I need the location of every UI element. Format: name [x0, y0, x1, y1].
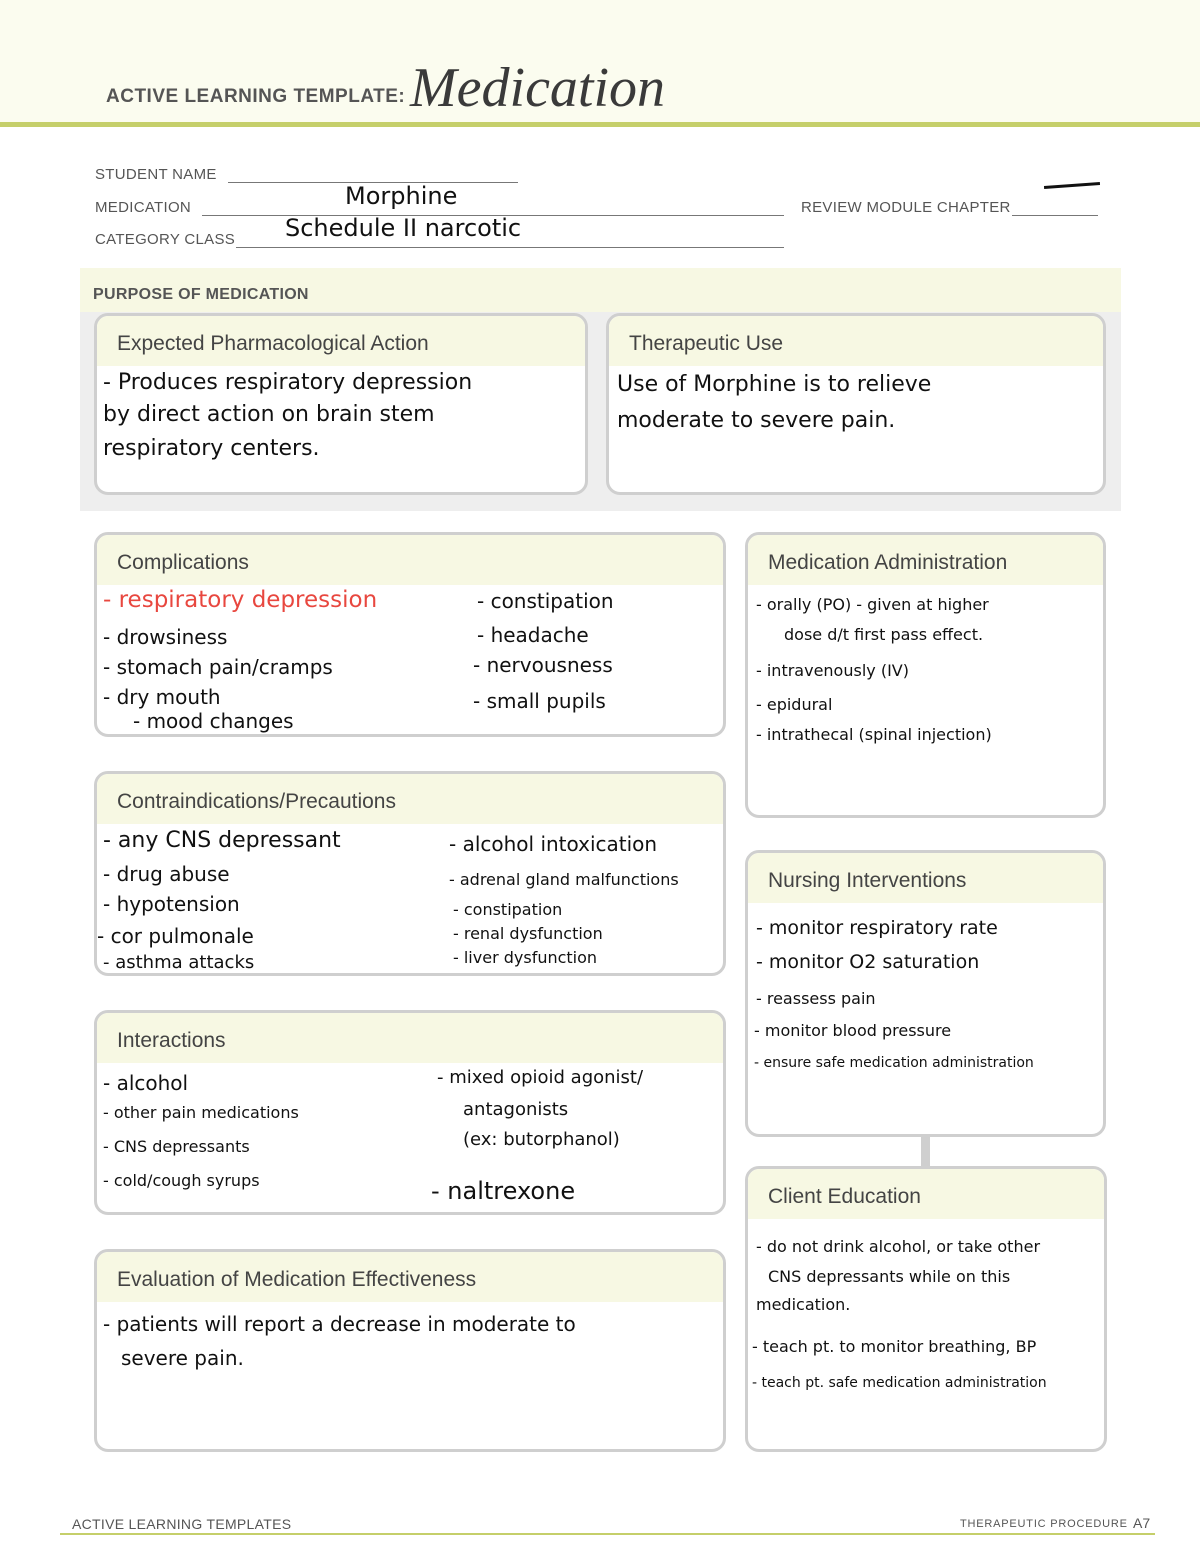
expected-action-line: respiratory centers. [103, 436, 320, 461]
interactions-box [94, 1010, 726, 1215]
footer-right: THERAPEUTIC PROCEDURE [960, 1518, 1128, 1530]
education-line: CNS depressants while on this [768, 1267, 1011, 1286]
administration-title: Medication Administration [748, 535, 1103, 585]
education-line: - teach pt. to monitor breathing, BP [752, 1337, 1037, 1356]
education-title: Client Education [748, 1169, 1104, 1219]
template-label: ACTIVE LEARNING TEMPLATE: [106, 86, 406, 107]
interaction-item: (ex: butorphanol) [463, 1129, 620, 1150]
administration-line: - epidural [756, 695, 833, 714]
student-name-label: STUDENT NAME [95, 166, 217, 183]
interaction-item: antagonists [463, 1099, 569, 1120]
page-title: Medication [410, 57, 666, 119]
interaction-item: - mixed opioid agonist/ [437, 1067, 644, 1088]
footer-left: ACTIVE LEARNING TEMPLATES [72, 1516, 292, 1532]
nursing-line: - monitor blood pressure [754, 1021, 952, 1040]
evaluation-box [94, 1249, 726, 1452]
evaluation-line: - patients will report a decrease in moderate to [103, 1312, 576, 1336]
box-connector [921, 1135, 930, 1167]
contraindication-item: - adrenal gland malfunctions [449, 870, 679, 889]
therapeutic-use-box [606, 313, 1106, 495]
education-line: - teach pt. safe medication administration [752, 1375, 1047, 1391]
complication-item: - small pupils [473, 689, 606, 713]
review-module-label: REVIEW MODULE CHAPTER [801, 199, 1011, 216]
contraindication-item: - alcohol intoxication [449, 832, 658, 856]
expected-action-line: by direct action on brain stem [103, 402, 435, 427]
interaction-item: - naltrexone [431, 1177, 576, 1205]
expected-action-line: - Produces respiratory depression [103, 370, 473, 395]
nursing-line: - monitor respiratory rate [756, 917, 998, 939]
contraindication-item: - constipation [453, 900, 563, 919]
contraindication-item: - any CNS depressant [103, 828, 341, 853]
administration-line: - orally (PO) - given at higher [756, 595, 989, 614]
complication-item: - nervousness [473, 653, 613, 677]
review-module-dash [1044, 182, 1100, 189]
complication-highlight: - respiratory depression [103, 587, 378, 613]
complications-box [94, 532, 726, 737]
complication-item: - stomach pain/cramps [103, 655, 333, 679]
education-line: - do not drink alcohol, or take other [756, 1237, 1041, 1256]
medication-value: Morphine [345, 182, 458, 210]
contraindications-title: Contraindications/Precautions [97, 774, 723, 824]
contraindication-item: - asthma attacks [103, 952, 255, 973]
expected-action-box [94, 313, 588, 495]
category-class-label: CATEGORY CLASS [95, 231, 236, 248]
complication-item: - dry mouth [103, 685, 221, 709]
category-class-value: Schedule II narcotic [285, 214, 522, 242]
medication-label: MEDICATION [95, 199, 192, 216]
therapeutic-use-title: Therapeutic Use [609, 316, 1103, 366]
education-box [745, 1166, 1107, 1452]
page-number: A7 [1133, 1515, 1151, 1531]
contraindication-item: - hypotension [103, 892, 240, 916]
interactions-title: Interactions [97, 1013, 723, 1063]
category-class-line[interactable] [236, 247, 784, 248]
complications-title: Complications [97, 535, 723, 585]
nursing-line: - monitor O2 saturation [756, 951, 980, 973]
interaction-item: - CNS depressants [103, 1137, 250, 1156]
contraindications-box [94, 771, 726, 976]
complication-item: - drowsiness [103, 625, 228, 649]
therapeutic-use-line: moderate to severe pain. [617, 408, 896, 433]
contraindication-item: - renal dysfunction [453, 924, 603, 943]
evaluation-line: severe pain. [121, 1346, 244, 1370]
contraindication-item: - drug abuse [103, 862, 230, 886]
review-module-line[interactable] [1012, 215, 1098, 216]
complication-item: - headache [477, 623, 589, 647]
nursing-title: Nursing Interventions [748, 853, 1103, 903]
nursing-box [745, 850, 1106, 1137]
interaction-item: - other pain medications [103, 1103, 299, 1122]
education-line: medication. [756, 1295, 851, 1314]
contraindication-item: - liver dysfunction [453, 948, 598, 967]
therapeutic-use-line: Use of Morphine is to relieve [617, 372, 932, 397]
administration-line: - intravenously (IV) [756, 661, 909, 680]
complication-item: - mood changes [133, 709, 294, 733]
evaluation-title: Evaluation of Medication Effectiveness [97, 1252, 723, 1302]
contraindication-item: - cor pulmonale [97, 924, 254, 948]
purpose-title: PURPOSE OF MEDICATION [93, 286, 309, 303]
administration-box [745, 532, 1106, 818]
expected-action-title: Expected Pharmacological Action [97, 316, 585, 366]
administration-line: dose d/t first pass effect. [784, 625, 984, 644]
administration-line: - intrathecal (spinal injection) [756, 725, 992, 744]
complication-item: - constipation [477, 589, 614, 613]
interaction-item: - cold/cough syrups [103, 1171, 260, 1190]
interaction-item: - alcohol [103, 1071, 189, 1095]
footer-rule [60, 1533, 1155, 1535]
nursing-line: - ensure safe medication administration [754, 1055, 1034, 1071]
header-rule [0, 122, 1200, 127]
nursing-line: - reassess pain [756, 989, 876, 1008]
